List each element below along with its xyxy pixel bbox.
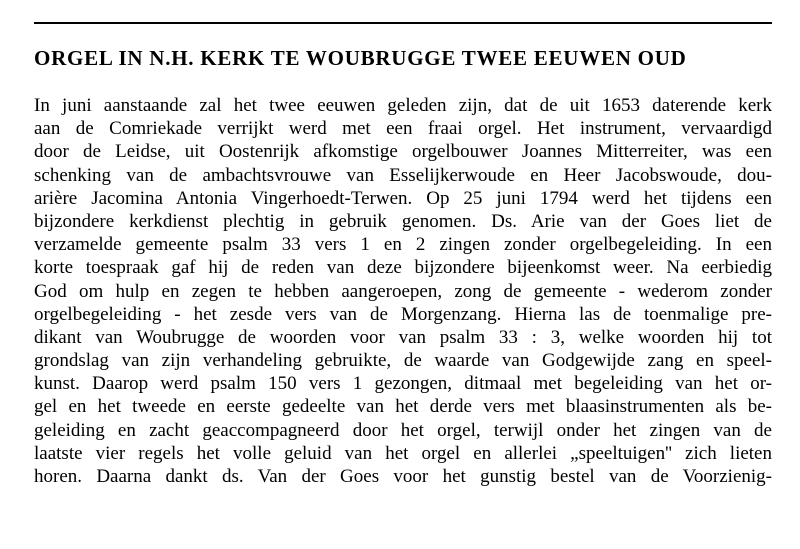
body-line: aan de Comriekade verrijkt werd met een fraai orgel. Het instrument, vervaardigd <box>34 118 772 140</box>
top-rule-divider <box>34 22 772 24</box>
body-line: geleiding en zacht geaccompagneerd door het orgel, terwijl onder het zingen van de <box>34 419 772 441</box>
body-line: grondslag van zijn verhandeling gebruikte, de waarde van Godgewijde zang en speel- <box>34 350 772 372</box>
body-line: In juni aanstaande zal het twee eeuwen geleden zijn, dat de uit 1653 daterende kerk <box>34 95 772 116</box>
body-line: gel en het tweede en eerste gedeelte van het derde vers met blaasinstrumenten als be- <box>34 396 772 418</box>
body-line: schenking van de ambachtsvrouwe van Esselijkerwoude en Heer Jacobswoude, dou- <box>34 164 772 186</box>
body-line: God om hulp en zegen te hebben aangeroepen, zong de gemeente - wederom zonder <box>34 280 772 302</box>
body-line: bijzondere kerkdienst plechtig in gebruik genomen. Ds. Arie van der Goes liet de <box>34 210 772 232</box>
body-line: kunst. Daarop werd psalm 150 vers 1 gezongen, ditmaal met begeleiding van het or- <box>34 373 772 395</box>
body-line: korte toespraak gaf hij de reden van deze bijzondere bijeenkomst weer. Na eerbiedig <box>34 257 772 279</box>
body-line: verzamelde gemeente psalm 33 vers 1 en 2 zingen zonder orgelbegeleiding. In een <box>34 234 772 256</box>
article-title: ORGEL IN N.H. KERK TE WOUBRUGGE TWEE EEUWEN OUD <box>34 46 687 70</box>
article-body <box>34 94 772 488</box>
body-line: orgelbegeleiding - het zesde vers van de Morgenzang. Hierna las de toenmalige pre- <box>34 303 772 325</box>
body-line: dikant van Woubrugge de woorden voor van psalm 33 : 3, welke woorden hij tot <box>34 326 772 348</box>
body-line: horen. Daarna dankt ds. Van der Goes voor het gunstig bestel van de Voorzienig- <box>34 466 772 487</box>
body-line: laatste vier regels het volle geluid van het orgel en allerlei „speeltuigen'' zich lieten <box>34 442 772 464</box>
body-line: arière Jacomina Antonia Vingerhoedt-Terwen. Op 25 juni 1794 werd het tijdens een <box>34 187 772 209</box>
body-line: door de Leidse, uit Oostenrijk afkomstige orgelbouwer Joannes Mitterreiter, was een <box>34 141 772 163</box>
